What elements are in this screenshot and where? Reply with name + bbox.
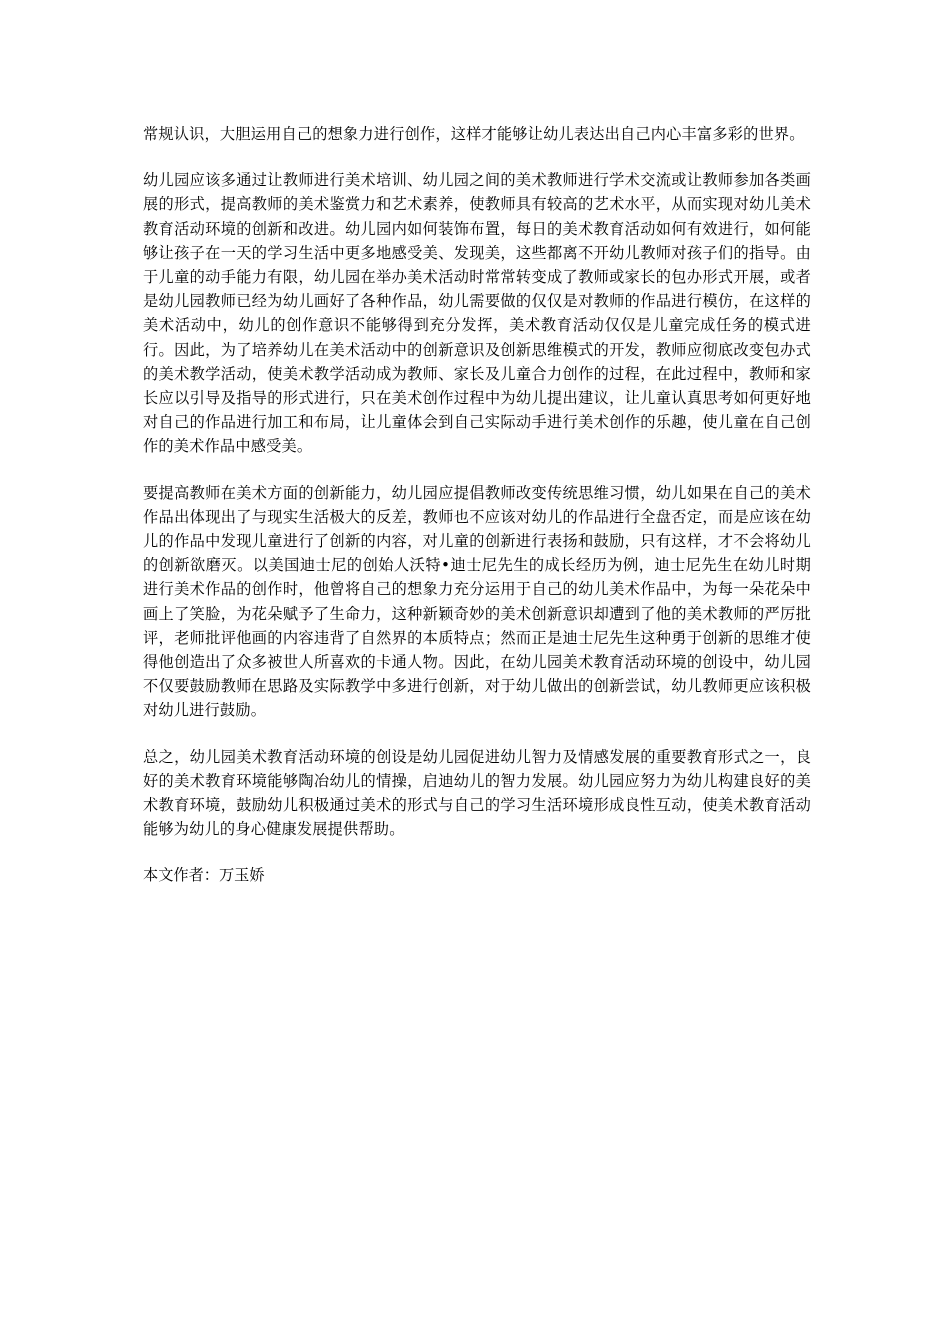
paragraph-1: 常规认识，大胆运用自己的想象力进行创作，这样才能够让幼儿表达出自己内心丰富多彩的世界。: [143, 125, 805, 143]
paragraph-3: 要提高教师在美术方面的创新能力，幼儿园应提倡教师改变传统思维习惯，幼儿如果在自己的美术作品出体现出了与现实生活极大的反差，教师也不应该对幼儿的作品进行全盘否定，而是应该在幼儿的作品中发现儿童进行了创新的内容，对儿童的创新进行表扬和鼓励，只有这样，才不会将幼儿的创新欲磨灭。以美国迪士尼的创始人沃特•迪士尼先生的成长经历为例，迪士尼先生在幼儿时期进行美术作品的创作时，他曾将自己的想象力充分运用于自己的幼儿美术作品中，为每一朵花朵中画上了笑脸，为花朵赋予了生命力，这种新颖奇妙的美术创新意识却遭到了他的美术教师的严厉批评，老师批评他画的内容违背了自然界的本质特点；然而正是迪士尼先生这种勇于创新的思维才使得他创造出了众多被世人所喜欢的卡通人物。因此，在幼儿园美术教育活动环境的创设中，幼儿园不仅要鼓励教师在思路及实际教学中多进行创新，对于幼儿做出的创新尝试，幼儿教师更应该积极对幼儿进行鼓励。: [143, 483, 811, 720]
paragraph-2: 幼儿园应该多通过让教师进行美术培训、幼儿园之间的美术教师进行学术交流或让教师参加各类画展的形式，提高教师的美术鉴赏力和艺术素养，使教师具有较高的艺术水平，从而实现对幼儿美术教育活动环境的创新和改进。幼儿园内如何装饰布置，每日的美术教育活动如何有效进行，如何能够让孩子在一天的学习生活中更多地感受美、发现美，这些都离不开幼儿教师对孩子们的指导。由于儿童的动手能力有限，幼儿园在举办美术活动时常常转变成了教师或家长的包办形式开展，或者是幼儿园教师已经为幼儿画好了各种作品，幼儿需要做的仅仅是对教师的作品进行模仿，在这样的美术活动中，幼儿的创作意识不能够得到充分发挥，美术教育活动仅仅是儿童完成任务的模式进行。因此，为了培养幼儿在美术活动中的创新意识及创新思维模式的开发，教师应彻底改变包办式的美术教学活动，使美术教学活动成为教师、家长及儿童合力创作的过程，在此过程中，教师和家长应以引导及指导的形式进行，只在美术创作过程中为幼儿提出建议，让儿童认真思考如何更好地对自己的作品进行加工和布局，让儿童体会到自己实际动手进行美术创作的乐趣，使儿童在自己创作的美术作品中感受美。: [143, 171, 811, 456]
paragraph-4: 总之，幼儿园美术教育活动环境的创设是幼儿园促进幼儿智力及情感发展的重要教育形式之一，良好的美术教育环境能够陶冶幼儿的情操，启迪幼儿的智力发展。幼儿园应努力为幼儿构建良好的美术教育环境，鼓励幼儿积极通过美术的形式与自己的学习生活环境形成良性互动，使美术教育活动能够为幼儿的身心健康发展提供帮助。: [143, 747, 811, 839]
author-line: 本文作者：万玉娇: [143, 866, 265, 885]
document-page: [143, 122, 811, 888]
